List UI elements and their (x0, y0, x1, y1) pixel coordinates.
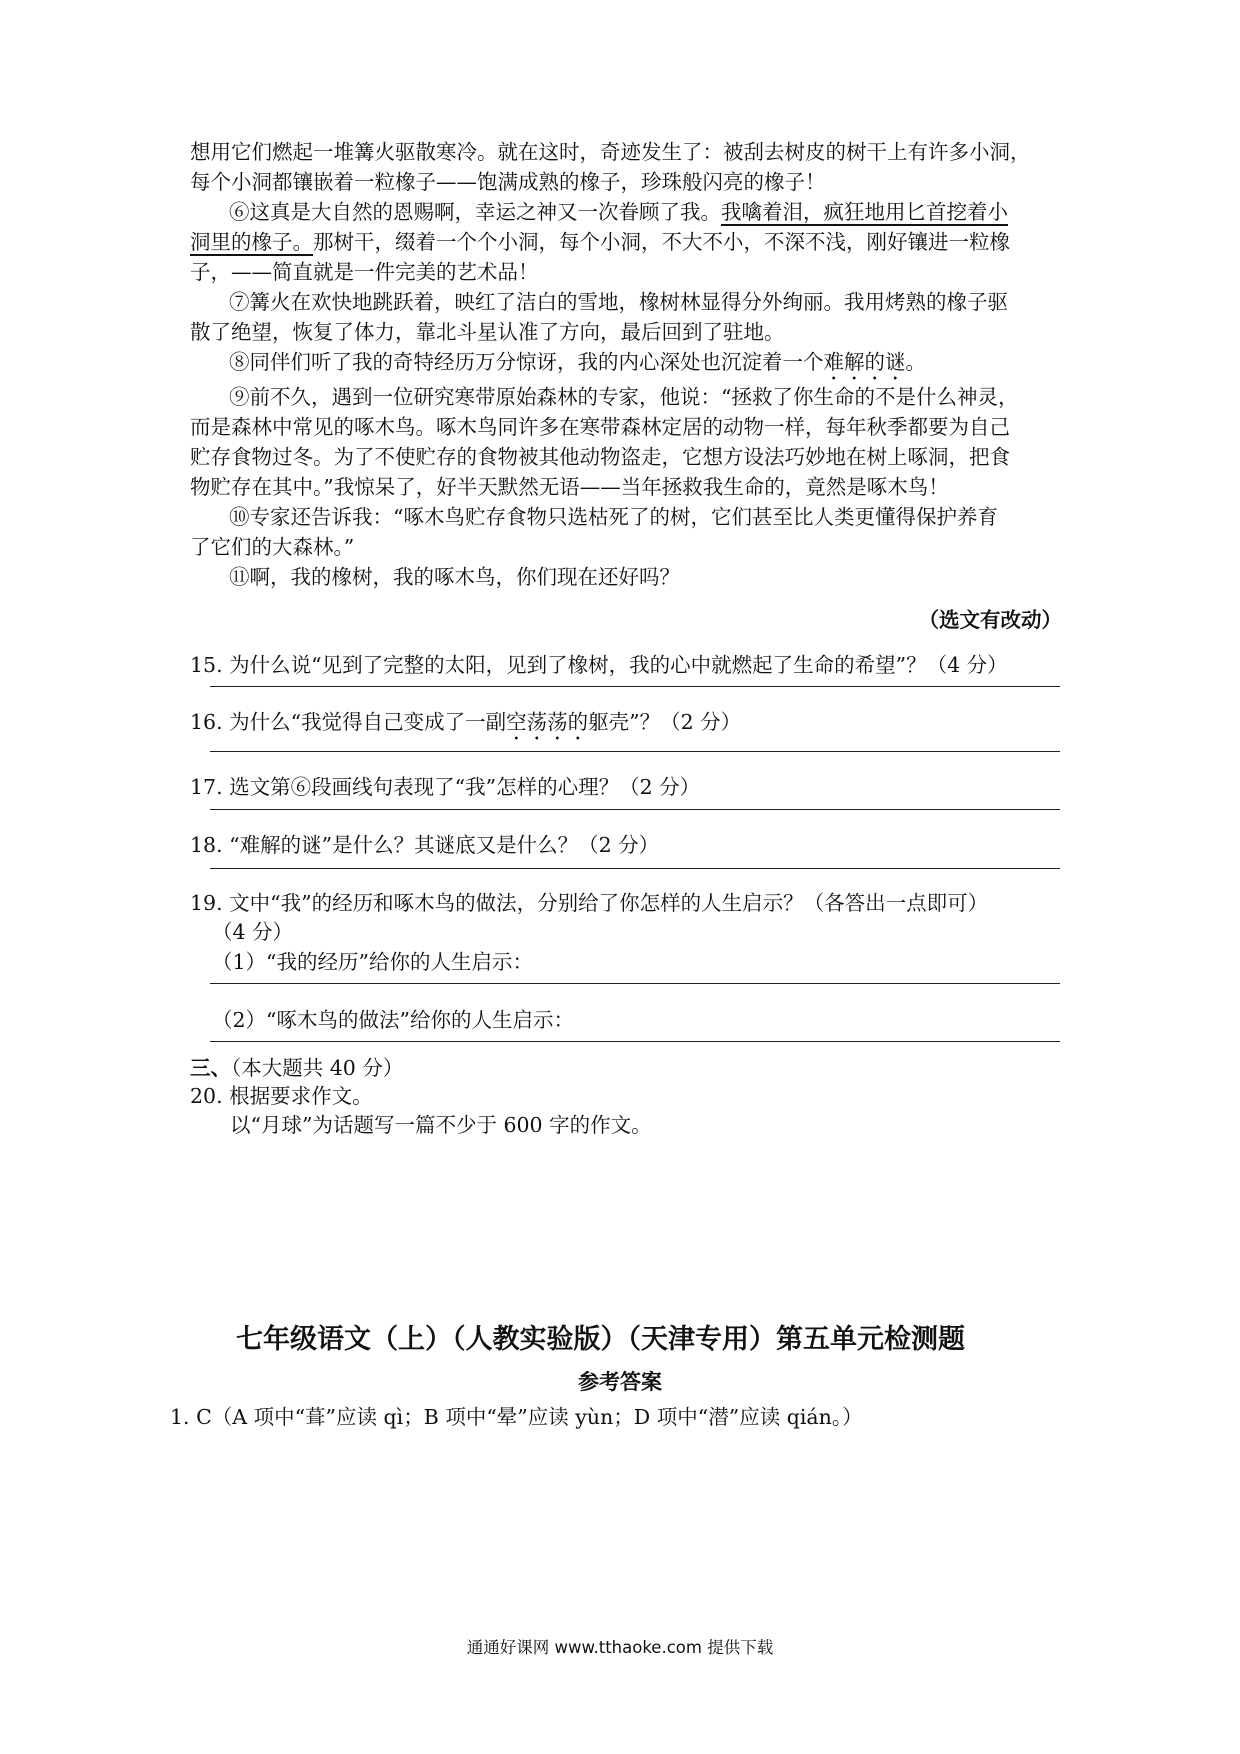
question-19: 19. 文中“我”的经历和啄木鸟的做法，分别给了你怎样的人生启示？（各答出一点即可） (190, 891, 989, 915)
question-16-text: 躯壳”？（2 分） (588, 710, 742, 734)
answer-line[interactable] (210, 983, 1060, 984)
question-18: 18. “难解的谜”是什么？其谜底又是什么？（2 分） (190, 833, 660, 857)
paragraph-9-line: 物贮存在其中。”我惊呆了，好半天默然无语——当年拯救我生命的，竟然是啄木鸟！ (190, 475, 949, 499)
answer-line[interactable] (210, 686, 1060, 687)
underlined-sentence: 洞里的橡子。 (190, 230, 313, 254)
paragraph-8-text: ⑧同伴们听了我的奇特经历万分惊讶，我的内心深处也沉淀着一个 (229, 350, 824, 374)
question-15: 15. 为什么说“见到了完整的太阳，见到了橡树，我的心中就燃起了生命的希望”？（4 分） (190, 653, 1008, 677)
paragraph-7-line: 散了绝望，恢复了体力，靠北斗星认准了方向，最后回到了驻地。 (190, 320, 785, 344)
paragraph-6-line: 子，——简直就是一件完美的艺术品！ (190, 260, 539, 284)
paragraph-6-text: ⑥这真是大自然的恩赐啊，幸运之神又一次眷顾了我。 (229, 200, 721, 224)
question-16-text: 16. 为什么“我觉得自己变成了一副 (190, 710, 507, 734)
question-20: 20. 根据要求作文。 (190, 1084, 373, 1108)
answer-line[interactable] (210, 868, 1060, 869)
question-19-part-2: （2）“啄木鸟的做法”给你的人生启示： (212, 1008, 575, 1032)
answer-1: 1. C（A 项中“葺”应读 qì；B 项中“晕”应读 yùn；D 项中“潜”应读 qián。） (170, 1405, 863, 1429)
question-17: 17. 选文第⑥段画线句表现了“我”怎样的心理？（2 分） (190, 775, 701, 799)
question-19-part-1: （1）“我的经历”给你的人生启示： (212, 950, 534, 974)
answer-line[interactable] (210, 809, 1060, 810)
paragraph-6-text: 那树干，缀着一个个小洞，每个小洞，不大不小，不深不浅，刚好镶进一粒橡 (313, 230, 1010, 254)
answer-line[interactable] (210, 1041, 1060, 1042)
paragraph-9-line: 贮存食物过冬。为了不使贮存的食物被其他动物盗走，它想方设法巧妙地在树上啄洞，把食 (190, 445, 1010, 469)
question-16 (190, 708, 741, 745)
underlined-sentence: 我噙着泪，疯狂地用匕首挖着小 (721, 200, 1008, 224)
paragraph-8-end: 。 (905, 350, 926, 374)
section-3-number: 三、 (190, 1056, 231, 1080)
paragraph-6-line (229, 198, 1008, 226)
paragraph-9-line: 而是森林中常见的啄木鸟。啄木鸟同许多在寒带森林定居的动物一样，每年秋季都要为自己 (190, 415, 1010, 439)
answer-key-title: 七年级语文（上）（人教实验版）（天津专用）第五单元检测题 (236, 1324, 965, 1355)
section-3-note: （本大题共 40 分） (231, 1056, 404, 1080)
answer-line[interactable] (210, 751, 1060, 752)
paragraph-9-line: ⑨前不久，遇到一位研究寒带原始森林的专家，他说：“拯救了你生命的不是什么神灵， (229, 385, 1019, 409)
paragraph-11-line: ⑪啊，我的橡树，我的啄木鸟，你们现在还好吗？ (229, 565, 680, 589)
paragraph-10-line: ⑩专家还告诉我：“啄木鸟贮存食物只选枯死了的树，它们甚至比人类更懂得保护养育 (229, 505, 998, 529)
essay-prompt: 以“月球”为话题写一篇不少于 600 字的作文。 (230, 1113, 652, 1137)
paragraph-8-line (229, 348, 926, 385)
paragraph-7-line: ⑦篝火在欢快地跳跃着，映红了洁白的雪地，橡树林显得分外绚丽。我用烤熟的橡子驱 (229, 290, 1008, 314)
answer-key-subtitle: 参考答案 (578, 1369, 662, 1394)
passage-line: 想用它们燃起一堆篝火驱散寒冷。就在这时，奇迹发生了：被刮去树皮的树干上有许多小洞， (190, 140, 1031, 164)
section-3-heading (190, 1054, 403, 1082)
dotted-phrase: 空荡荡的 (506, 710, 589, 734)
footer-credit: 通通好课网 www.tthaoke.com 提供下载 (466, 1638, 774, 1657)
source-note: （选文有改动） (918, 608, 1062, 632)
paragraph-10-line: 了它们的大森林。” (190, 535, 355, 559)
paragraph-6-line (190, 228, 1010, 256)
passage-line: 每个小洞都镶嵌着一粒橡子——饱满成熟的橡子，珍珠般闪亮的橡子！ (190, 170, 826, 194)
dotted-phrase: 难解的谜 (823, 350, 906, 374)
question-19-points: （4 分） (212, 920, 294, 944)
